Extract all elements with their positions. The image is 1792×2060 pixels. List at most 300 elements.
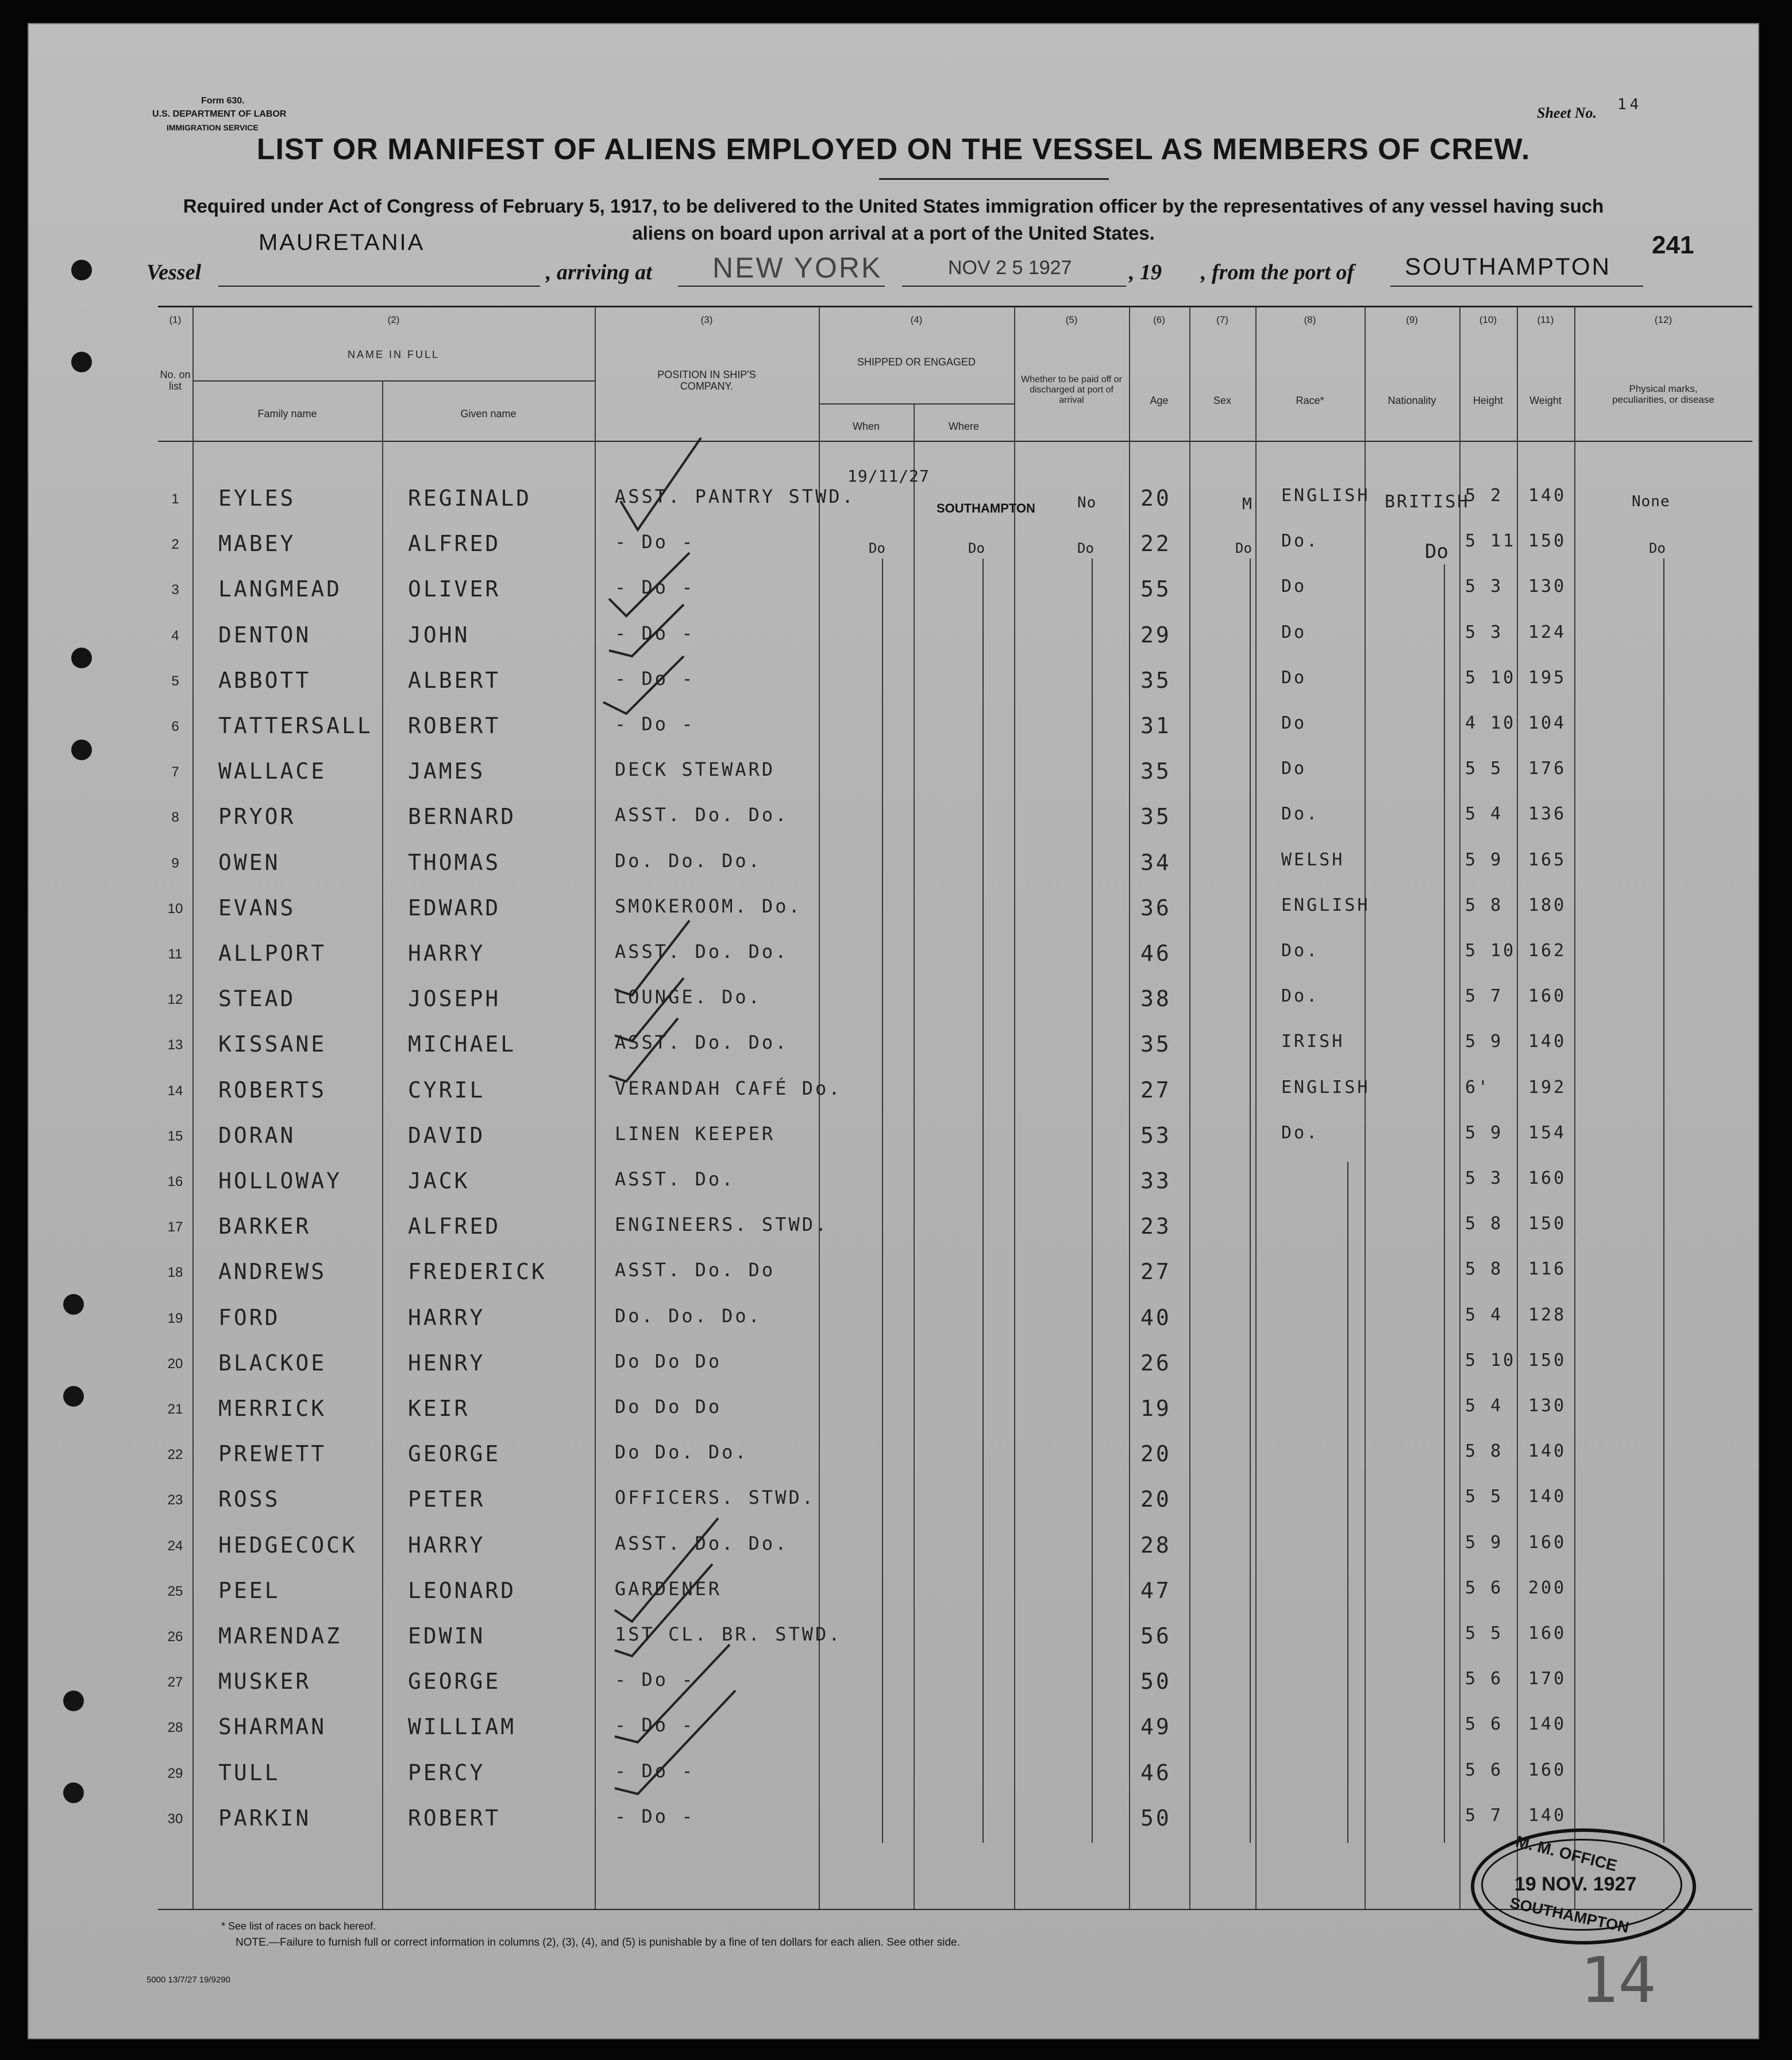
ship-position: ASST. Do. Do. (615, 1031, 789, 1054)
col-number: (3) (700, 314, 713, 325)
row-number: 20 (167, 1356, 183, 1372)
ship-position: Do Do Do (615, 1350, 722, 1372)
ship-position: ASST. Do. Do. (615, 941, 789, 962)
family-name: MERRICK (218, 1396, 327, 1421)
ship-position: ASST. Do. Do. (615, 1532, 789, 1554)
table-row (29, 475, 1758, 521)
given-name: OLIVER (408, 576, 501, 602)
ship-position: DECK STEWARD (615, 758, 776, 781)
col-header-nationality: Nationality (1388, 395, 1436, 406)
given-name: BERNARD (408, 804, 517, 830)
name-subheader-rule (192, 380, 595, 382)
ship-position: - Do - (615, 667, 695, 690)
vessel-name: MAURETANIA (259, 230, 425, 255)
family-name: WALLACE (218, 758, 327, 784)
binder-hole (71, 260, 92, 280)
row-number: 4 (171, 627, 179, 644)
ship-position: - Do - (615, 1714, 695, 1736)
row-number: 13 (167, 1037, 183, 1053)
row-number: 2 (171, 537, 179, 553)
row-number: 5 (171, 673, 179, 689)
age-value: 47 (1140, 1577, 1171, 1603)
table-row (29, 1522, 1758, 1568)
given-name: ALBERT (408, 667, 501, 693)
col-header-name: NAME IN FULL (347, 349, 440, 360)
race-value: Do. (1281, 531, 1320, 552)
shipped-where-port: SOUTHAMPTON (937, 501, 1035, 515)
weight-value: 160 (1528, 1168, 1567, 1188)
row-number: 19 (167, 1310, 183, 1326)
form-subtitle-2: aliens on board upon arrival at a port of the United States. (632, 222, 1155, 244)
ditto-mark: Do (1649, 540, 1666, 556)
height-value: 5 6 (1465, 1759, 1504, 1780)
ship-position: - Do - (615, 1669, 695, 1691)
height-value: 5 8 (1465, 1441, 1504, 1462)
col-number: (6) (1153, 314, 1165, 325)
table-row (29, 612, 1758, 657)
family-name: DORAN (218, 1122, 296, 1148)
weight-value: 140 (1528, 1714, 1567, 1735)
row-number: 11 (168, 946, 183, 962)
col-number: (9) (1406, 314, 1418, 325)
height-value: 5 6 (1465, 1577, 1504, 1598)
manifest-number: 241 (1652, 231, 1694, 259)
col-header-paid-off: Whether to be paid off or discharged at port of arrival (1021, 375, 1122, 405)
given-name: GEORGE (408, 1441, 501, 1467)
age-value: 55 (1140, 576, 1171, 602)
col-header-sex: Sex (1213, 395, 1232, 406)
race-value: Do. (1281, 986, 1320, 1007)
family-name: PREWETT (218, 1441, 327, 1467)
table-row (29, 748, 1758, 794)
ship-position: - Do - (615, 576, 695, 599)
age-value: 20 (1140, 1487, 1171, 1512)
age-value: 53 (1140, 1122, 1171, 1148)
table-row (29, 1295, 1758, 1340)
age-value: 28 (1140, 1532, 1171, 1558)
age-value: 35 (1140, 1031, 1171, 1057)
family-name: ROSS (218, 1487, 280, 1512)
row-number: 16 (167, 1174, 183, 1189)
ship-position: Do Do Do (615, 1396, 722, 1418)
race-value: Do. (1281, 941, 1320, 961)
age-value: 46 (1140, 941, 1171, 966)
family-name: KISSANE (218, 1031, 327, 1057)
paid-off-value: No (1077, 494, 1097, 511)
family-name: ANDREWS (218, 1259, 327, 1285)
service-name: IMMIGRATION SERVICE (167, 123, 259, 132)
weight-value: 154 (1528, 1122, 1567, 1143)
race-value: Do (1281, 758, 1307, 779)
height-value: 5 3 (1465, 1168, 1504, 1188)
ship-position: Do. Do. Do. (615, 1304, 762, 1327)
row-number: 7 (171, 764, 179, 780)
row-number: 1 (171, 491, 179, 507)
ship-position: OFFICERS. STWD. (615, 1487, 815, 1509)
ship-position: - Do - (615, 713, 695, 735)
given-name: ROBERT (408, 713, 501, 738)
check-marks (598, 415, 804, 1880)
family-name: HOLLOWAY (218, 1168, 342, 1193)
weight-value: 162 (1528, 941, 1567, 961)
col-header-no: No. on list (160, 369, 191, 392)
col-number: (5) (1065, 314, 1078, 325)
age-value: 22 (1140, 531, 1171, 557)
family-name: ABBOTT (218, 667, 311, 693)
ship-position: ASST. Do. (615, 1168, 735, 1190)
weight-value: 176 (1528, 758, 1567, 779)
table-row (29, 1021, 1758, 1066)
height-value: 6' (1465, 1077, 1491, 1098)
given-name: HENRY (408, 1350, 485, 1376)
row-number: 25 (167, 1583, 183, 1599)
shipped-when-date: 19/11/27 (847, 467, 930, 486)
title-rule (879, 178, 1109, 180)
given-name: EDWARD (408, 895, 501, 921)
table-row (29, 1112, 1758, 1158)
ship-position: ASST. Do. Do (615, 1259, 776, 1281)
age-value: 19 (1140, 1396, 1171, 1421)
weight-value: 170 (1528, 1669, 1567, 1689)
race-value: WELSH (1281, 849, 1345, 870)
row-number: 8 (171, 810, 179, 826)
height-value: 5 6 (1465, 1714, 1504, 1735)
weight-value: 160 (1528, 986, 1567, 1007)
table-row (29, 1795, 1758, 1840)
ditto-mark: Do (869, 540, 885, 556)
form-subtitle: Required under Act of Congress of February 5, 1917, to be delivered to the United States immigration officer by the representatives of any vessel having such (183, 195, 1604, 217)
weight-value: 140 (1528, 1805, 1567, 1826)
table-row (29, 885, 1758, 930)
col-header-given-name: Given name (460, 408, 517, 419)
given-name: KEIR (408, 1396, 470, 1421)
row-number: 17 (167, 1219, 183, 1235)
binder-hole (71, 352, 92, 372)
col-header-when: When (852, 421, 880, 432)
row-number: 30 (167, 1811, 183, 1827)
weight-value: 160 (1528, 1532, 1567, 1553)
weight-value: 150 (1528, 1214, 1567, 1234)
height-value: 5 6 (1465, 1669, 1504, 1689)
weight-value: 136 (1528, 804, 1567, 825)
col-header-family-name: Family name (257, 408, 317, 419)
col-number: (8) (1304, 314, 1316, 325)
sheet-number: 14 (1617, 96, 1643, 113)
height-value: 5 9 (1465, 1031, 1504, 1052)
age-value: 36 (1140, 895, 1171, 921)
table-row (29, 1568, 1758, 1613)
col-number: (11) (1537, 314, 1554, 325)
row-number: 15 (167, 1128, 183, 1144)
height-value: 5 8 (1465, 1259, 1504, 1280)
from-port-label: , from the port of (1201, 260, 1355, 284)
arriving-underline (678, 286, 885, 287)
ship-position: 1ST CL. BR. STWD. (615, 1623, 842, 1645)
race-value: Do (1281, 713, 1307, 733)
weight-value: 130 (1528, 576, 1567, 597)
col-number: (2) (387, 314, 400, 325)
weight-value: 200 (1528, 1577, 1567, 1598)
given-name: WILLIAM (408, 1714, 517, 1740)
table-row (29, 1203, 1758, 1249)
race-value: IRISH (1281, 1031, 1345, 1052)
height-value: 5 4 (1465, 804, 1504, 825)
table-row (29, 1067, 1758, 1112)
family-name: BARKER (218, 1214, 311, 1239)
table-row (29, 521, 1758, 566)
given-name: JOSEPH (408, 986, 501, 1012)
weight-value: 140 (1528, 486, 1567, 506)
table-row (29, 840, 1758, 885)
weight-value: 192 (1528, 1077, 1567, 1098)
vessel-underline (218, 286, 540, 287)
height-value: 5 5 (1465, 758, 1504, 779)
col-number: (12) (1654, 314, 1672, 325)
height-value: 5 8 (1465, 895, 1504, 915)
ship-position: LINEN KEEPER (615, 1122, 776, 1145)
ship-position: ENGINEERS. STWD. (615, 1214, 829, 1236)
col-number: (4) (910, 314, 923, 325)
table-row (29, 976, 1758, 1021)
weight-value: 140 (1528, 1031, 1567, 1052)
weight-value: 128 (1528, 1304, 1567, 1325)
age-value: 27 (1140, 1077, 1171, 1103)
age-value: 33 (1140, 1168, 1171, 1193)
given-name: HARRY (408, 1532, 485, 1558)
family-name: MARENDAZ (218, 1623, 342, 1649)
family-name: FORD (218, 1304, 280, 1330)
age-value: 40 (1140, 1304, 1171, 1330)
sheet-label: Sheet No. (1537, 105, 1597, 121)
given-name: DAVID (408, 1122, 485, 1148)
family-name: HEDGECOCK (218, 1532, 357, 1558)
given-name: JACK (408, 1168, 470, 1193)
race-value: Do (1281, 622, 1307, 642)
ship-position: GARDENER (615, 1577, 722, 1600)
ship-position: Do Do. Do. (615, 1441, 749, 1464)
weight-value: 165 (1528, 849, 1567, 870)
family-name: TULL (218, 1759, 280, 1785)
given-name: ALFRED (408, 1214, 501, 1239)
weight-value: 180 (1528, 895, 1567, 915)
age-value: 31 (1140, 713, 1171, 738)
weight-value: 140 (1528, 1441, 1567, 1462)
race-value: ENGLISH (1281, 486, 1370, 506)
family-name: OWEN (218, 849, 280, 875)
manifest-sheet (28, 23, 1759, 2039)
height-value: 5 2 (1465, 486, 1504, 506)
age-value: 23 (1140, 1214, 1171, 1239)
office-stamp (1471, 1828, 1696, 1945)
col-header-weight: Weight (1529, 395, 1562, 406)
row-number: 22 (167, 1447, 183, 1463)
sex-value: M (1242, 494, 1253, 513)
row-number: 29 (167, 1765, 183, 1781)
ship-position: - Do - (615, 1759, 695, 1782)
footer-note: NOTE.—Failure to furnish full or correct information in columns (2), (3), (4), and (5) is punishable by a fine of ten dollars for each alien. See other side. (236, 1936, 960, 1949)
height-value: 5 5 (1465, 1487, 1504, 1507)
age-value: 34 (1140, 849, 1171, 875)
shipped-subheader-rule (819, 403, 1014, 405)
given-name: EDWIN (408, 1623, 485, 1649)
family-name: STEAD (218, 986, 296, 1012)
given-name: CYRIL (408, 1077, 485, 1103)
family-name: PEEL (218, 1577, 280, 1603)
race-value: Do (1281, 576, 1307, 597)
row-number: 9 (171, 855, 179, 871)
stamp-bottom-text: SOUTHAMPTON (1508, 1894, 1631, 1936)
given-name: PETER (408, 1487, 485, 1512)
table-row (29, 1340, 1758, 1385)
table-row (29, 1158, 1758, 1203)
family-name: SHARMAN (218, 1714, 327, 1740)
age-value: 29 (1140, 622, 1171, 648)
family-name: LANGMEAD (218, 576, 342, 602)
ship-position: ASST. PANTRY STWD. (615, 486, 855, 507)
form-number: Form 630. (201, 96, 245, 106)
row-number: 10 (167, 900, 183, 917)
race-value: Do. (1281, 804, 1320, 825)
ship-position: LOUNGE. Do. (615, 986, 762, 1008)
age-value: 56 (1140, 1623, 1171, 1649)
height-value: 4 10 (1465, 713, 1516, 733)
weight-value: 104 (1528, 713, 1567, 733)
arriving-label: , arriving at (546, 260, 652, 284)
age-value: 35 (1140, 804, 1171, 830)
weight-value: 195 (1528, 667, 1567, 688)
footnote: * See list of races on back hereof. (221, 1920, 376, 1932)
age-value: 20 (1140, 1441, 1171, 1467)
age-value: 50 (1140, 1669, 1171, 1695)
given-name: THOMAS (408, 849, 501, 875)
ship-position: VERANDAH CAFÉ Do. (615, 1077, 842, 1099)
arriving-port: NEW YORK (712, 252, 882, 284)
row-number: 23 (167, 1492, 183, 1508)
col-header-race: Race* (1296, 395, 1324, 406)
stamp-top-text: M. M. OFFICE (1514, 1832, 1619, 1875)
given-name: REGINALD (408, 486, 532, 511)
age-value: 35 (1140, 758, 1171, 784)
age-value: 35 (1140, 667, 1171, 693)
table-row (29, 930, 1758, 976)
table-row (29, 1249, 1758, 1294)
table-row (29, 1476, 1758, 1522)
height-value: 5 3 (1465, 576, 1504, 597)
height-value: 5 10 (1465, 667, 1516, 688)
age-value: 38 (1140, 986, 1171, 1012)
from-port: SOUTHAMPTON (1405, 253, 1611, 280)
height-value: 5 8 (1465, 1214, 1504, 1234)
age-value: 46 (1140, 1759, 1171, 1785)
given-name: MICHAEL (408, 1031, 517, 1057)
height-value: 5 11 (1465, 531, 1516, 552)
col-number: (7) (1216, 314, 1228, 325)
weight-value: 150 (1528, 531, 1567, 552)
given-name: ROBERT (408, 1805, 501, 1831)
table-row (29, 794, 1758, 839)
table-row (29, 1704, 1758, 1749)
given-name: HARRY (408, 1304, 485, 1330)
given-name: JAMES (408, 758, 485, 784)
ship-position: Do. Do. Do. (615, 849, 762, 872)
height-value: 5 3 (1465, 622, 1504, 642)
race-value: Do (1281, 667, 1307, 688)
height-value: 5 10 (1465, 941, 1516, 961)
family-name: ROBERTS (218, 1077, 327, 1103)
ditto-mark: Do (968, 540, 985, 556)
row-number: 21 (167, 1401, 183, 1417)
row-number: 3 (171, 582, 179, 598)
age-value: 49 (1140, 1714, 1171, 1740)
row-number: 26 (167, 1629, 183, 1645)
given-name: PERCY (408, 1759, 485, 1785)
given-name: LEONARD (408, 1577, 517, 1603)
col-header-position: POSITION IN SHIP'S COMPANY. (657, 369, 756, 392)
year-label: , 19 (1129, 260, 1162, 284)
weight-value: 116 (1528, 1259, 1567, 1280)
height-value: 5 9 (1465, 1122, 1504, 1143)
table-row (29, 566, 1758, 611)
row-number: 18 (167, 1265, 183, 1281)
weight-value: 160 (1528, 1759, 1567, 1780)
table-row (29, 703, 1758, 748)
col-header-age: Age (1150, 395, 1169, 406)
age-value: 26 (1140, 1350, 1171, 1376)
race-value: ENGLISH (1281, 895, 1370, 915)
family-name: PARKIN (218, 1805, 311, 1831)
height-value: 5 4 (1465, 1304, 1504, 1325)
from-port-underline (1390, 286, 1643, 287)
ditto-mark: Do (1077, 540, 1094, 556)
department-name: U.S. DEPARTMENT OF LABOR (152, 109, 287, 119)
table-row (29, 1658, 1758, 1704)
family-name: MABEY (218, 531, 296, 557)
age-value: 50 (1140, 1805, 1171, 1831)
ship-position: ASST. Do. Do. (615, 804, 789, 826)
family-name: PRYOR (218, 804, 296, 830)
row-number: 27 (167, 1674, 183, 1691)
row-number: 24 (167, 1538, 183, 1554)
ship-position: SMOKEROOM. Do. (615, 895, 802, 917)
height-value: 5 9 (1465, 849, 1504, 870)
family-name: TATTERSALL (218, 713, 373, 738)
given-name: JOHN (408, 622, 470, 648)
family-name: EYLES (218, 486, 296, 511)
age-value: 20 (1140, 486, 1171, 511)
weight-value: 130 (1528, 1396, 1567, 1416)
table-row (29, 1613, 1758, 1658)
table-top-rule (158, 306, 1752, 307)
table-header-rule (158, 441, 1752, 442)
ship-position: - Do - (615, 1805, 695, 1827)
height-value: 5 9 (1465, 1532, 1504, 1553)
table-row (29, 1750, 1758, 1795)
row-number: 28 (167, 1720, 183, 1736)
table-row (29, 657, 1758, 703)
table-row (29, 1431, 1758, 1476)
stamp-date: 19 NOV. 1927 (1514, 1873, 1637, 1895)
weight-value: 124 (1528, 622, 1567, 642)
col-header-where: Where (948, 421, 979, 432)
arrival-date-stamp: NOV 2 5 1927 (948, 257, 1072, 279)
col-number: (10) (1479, 314, 1497, 325)
race-value: Do. (1281, 1122, 1320, 1143)
col-header-physical-marks: Physical marks, peculiarities, or disease (1612, 383, 1714, 405)
given-name: FREDERICK (408, 1259, 547, 1285)
form-title: LIST OR MANIFEST OF ALIENS EMPLOYED ON THE VESSEL AS MEMBERS OF CREW. (256, 133, 1531, 166)
row-number: 12 (167, 992, 183, 1008)
family-name: BLACKOE (218, 1350, 327, 1376)
